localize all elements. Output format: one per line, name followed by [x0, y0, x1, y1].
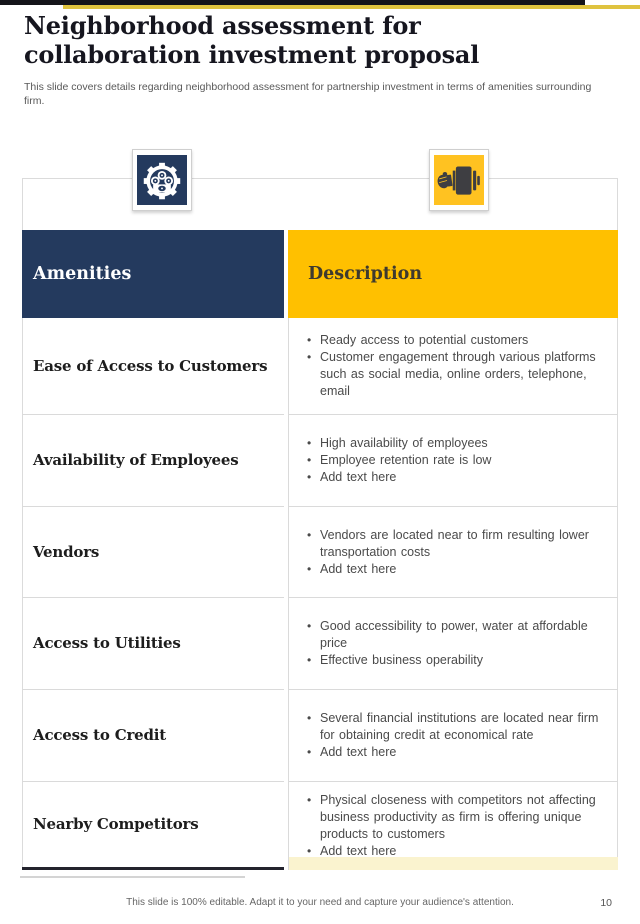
description-cell: [288, 598, 618, 690]
bullet-item: • Add text here: [301, 744, 612, 761]
bullet-item: • Add text here: [301, 469, 612, 486]
amenity-label: Nearby Competitors: [22, 782, 284, 870]
bullet-item: • Add text here: [301, 561, 612, 578]
footer-note: This slide is 100% editable. Adapt it to your need and capture your audience's attention.: [126, 897, 514, 908]
bullet-item: • Employee retention rate is low: [301, 452, 612, 469]
table-row: [22, 690, 618, 782]
description-cell: [288, 782, 618, 870]
amenity-label: Access to Utilities: [22, 598, 284, 690]
page-number: 10: [600, 897, 612, 909]
description-cell: [288, 690, 618, 782]
table-row: [22, 318, 618, 415]
description-cell: [288, 318, 618, 415]
page-title: Neighborhood assessment for collaboration investment proposal: [24, 11, 480, 69]
amenity-label: Availability of Employees: [22, 415, 284, 507]
amenity-label: Ease of Access to Customers: [22, 318, 284, 415]
hand-cash-icon-graphic: [434, 155, 484, 205]
slide-subtitle: This slide covers details regarding neighborhood assessment for partnership investment in terms of amenities surrounding firm.: [24, 81, 592, 107]
bullet-item: • Vendors are located near to firm resulting lower transportation costs: [301, 527, 612, 561]
table-row: [22, 507, 618, 598]
hand-cash-icon: [429, 149, 489, 211]
amenity-label: Access to Credit: [22, 690, 284, 782]
table-bottom-shadow: [20, 876, 245, 878]
bullet-item: • High availability of employees: [301, 435, 612, 452]
bullet-item: • Several financial institutions are located near firm for obtaining credit at economical rate: [301, 710, 612, 744]
amenity-label: Vendors: [22, 507, 284, 598]
amenities-table: [22, 230, 618, 870]
top-gold-accent-bar: [63, 5, 640, 9]
bullet-item: • Effective business operability: [301, 652, 612, 669]
bullet-item: • Ready access to potential customers: [301, 332, 612, 349]
description-cell: [288, 507, 618, 598]
column-header-description: Description: [288, 230, 618, 318]
bullet-item: • Customer engagement through various platforms such as social media, online orders, telephone, email: [301, 349, 612, 400]
gear-finance-icon: [132, 149, 192, 211]
table-row: [22, 415, 618, 507]
table-header-row: [22, 230, 618, 318]
table-row: [22, 782, 618, 870]
gear-finance-icon-graphic: [137, 155, 187, 205]
bullet-item: • Good accessibility to power, water at affordable price: [301, 618, 612, 652]
bullet-item: • Add text here: [301, 843, 612, 860]
table-row: [22, 598, 618, 690]
bullet-item: • Physical closeness with competitors not affecting business productivity as firm is offering unique products to customers: [301, 792, 612, 843]
description-cell: [288, 415, 618, 507]
column-header-amenities: Amenities: [22, 230, 284, 318]
